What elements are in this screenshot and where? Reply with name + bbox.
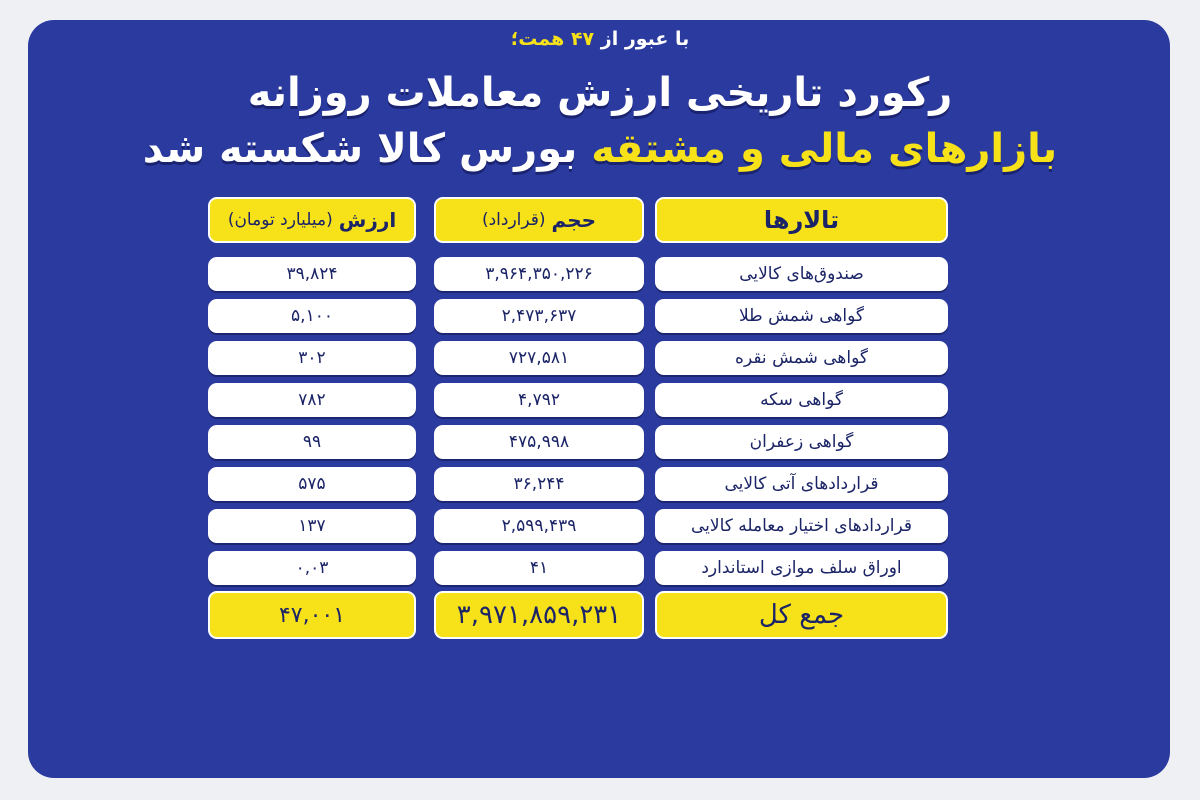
header-volume-label: حجم — [551, 208, 597, 232]
row-hall: گواهی زعفران — [655, 425, 948, 459]
total-value: ۴۷,۰۰۱ — [208, 591, 416, 639]
kicker-highlight: ۴۷ همت؛ — [510, 28, 595, 50]
row-value: ۳۰۲ — [208, 341, 416, 375]
header-volume — [434, 197, 644, 243]
row-volume: ۴۷۵,۹۹۸ — [434, 425, 644, 459]
row-volume: ۳,۹۶۴,۳۵۰,۲۲۶ — [434, 257, 644, 291]
row-hall: گواهی شمش طلا — [655, 299, 948, 333]
row-hall: گواهی سکه — [655, 383, 948, 417]
header-value-unit: (میلیارد تومان) — [227, 210, 333, 230]
row-volume: ۳۶,۲۴۴ — [434, 467, 644, 501]
row-value: ۵۷۵ — [208, 467, 416, 501]
title-line-2 — [0, 126, 1200, 172]
header-value — [208, 197, 416, 243]
row-value: ۵,۱۰۰ — [208, 299, 416, 333]
row-volume: ۲,۵۹۹,۴۳۹ — [434, 509, 644, 543]
row-hall: صندوق‌های کالایی — [655, 257, 948, 291]
row-hall: اوراق سلف موازی استاندارد — [655, 551, 948, 585]
title-rest: بورس کالا شکسته شد — [142, 126, 592, 172]
row-value: ۷۸۲ — [208, 383, 416, 417]
title-line-1: رکورد تاریخی ارزش معاملات روزانه — [247, 70, 953, 116]
kicker — [0, 28, 1200, 50]
row-value: ۱۳۷ — [208, 509, 416, 543]
header-volume-unit: (قرارداد) — [481, 210, 546, 230]
row-hall: قراردادهای اختیار معامله کالایی — [655, 509, 948, 543]
row-value: ۰,۰۳ — [208, 551, 416, 585]
row-hall: قراردادهای آتی کالایی — [655, 467, 948, 501]
row-hall: گواهی شمش نقره — [655, 341, 948, 375]
total-label: جمع کل — [655, 591, 948, 639]
row-volume: ۷۲۷,۵۸۱ — [434, 341, 644, 375]
header-value-label: ارزش — [338, 208, 397, 232]
row-volume: ۲,۴۷۳,۶۳۷ — [434, 299, 644, 333]
row-volume: ۴,۷۹۲ — [434, 383, 644, 417]
header-halls: تالارها — [655, 197, 948, 243]
row-volume: ۴۱ — [434, 551, 644, 585]
kicker-prefix: با عبور از — [600, 28, 690, 50]
row-value: ۹۹ — [208, 425, 416, 459]
total-volume: ۳,۹۷۱,۸۵۹,۲۳۱ — [434, 591, 644, 639]
title-highlight: بازارهای مالی و مشتقه — [591, 126, 1058, 172]
row-value: ۳۹,۸۲۴ — [208, 257, 416, 291]
